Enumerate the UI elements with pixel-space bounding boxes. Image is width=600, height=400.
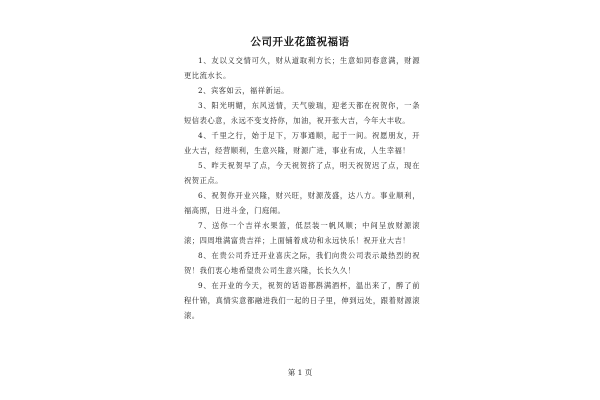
paragraph-7: 7、送你一个吉祥水果篮，低层装一帆风顺；中间呈放财源滚滚；四周堆满富贵吉祥；上面铺着成功和永远快乐！祝开业大吉！: [184, 221, 420, 245]
paragraph-1: 1、友以义交情可久，财从道取利方长；生意如同春意满，财源更比流水长。: [184, 56, 420, 80]
paragraph-4: 4、千里之行，始于足下，万事通顺，起于一间。祝愿朋友，开业大吉，经营顺利，生意兴隆，财源广进，事业有成，人生幸福！: [184, 131, 420, 155]
paragraph-5: 5、昨天祝贺早了点，今天祝贺挤了点，明天祝贺迟了点，现在祝贺正点。: [184, 161, 420, 185]
page-title: 公司开业花篮祝福语: [250, 36, 350, 48]
paragraph-3: 3、阳光明媚，东风送情，天气骏瑞，迎老天都在祝贺你，一条短信表心意，永远不变支持你，加油，祝开张大吉，今年大丰收。: [184, 101, 420, 125]
paragraph-6: 6、祝贺你开业兴隆，财兴旺，财源茂盛，达八方。事业顺利，福高照，日进斗金，门庭闹。: [184, 191, 420, 215]
paragraph-2: 2、宾客如云，福祥新运。: [198, 86, 289, 95]
paragraph-9: 9、在开业的今天，祝贺的话语都斟满酒杯，温出来了，醉了前程什锦，真情实意都融进我们一起的日子里，伸到远处，跟着财源滚滚。: [184, 281, 420, 320]
page-number-footer: 第 1 页: [287, 368, 313, 377]
paragraph-8: 8、在贵公司乔迁开业喜庆之际，我们向贵公司表示最热烈的祝贺！我们衷心地希望贵公司生意兴隆，长长久久！: [184, 251, 420, 275]
document-body: [184, 53, 420, 323]
